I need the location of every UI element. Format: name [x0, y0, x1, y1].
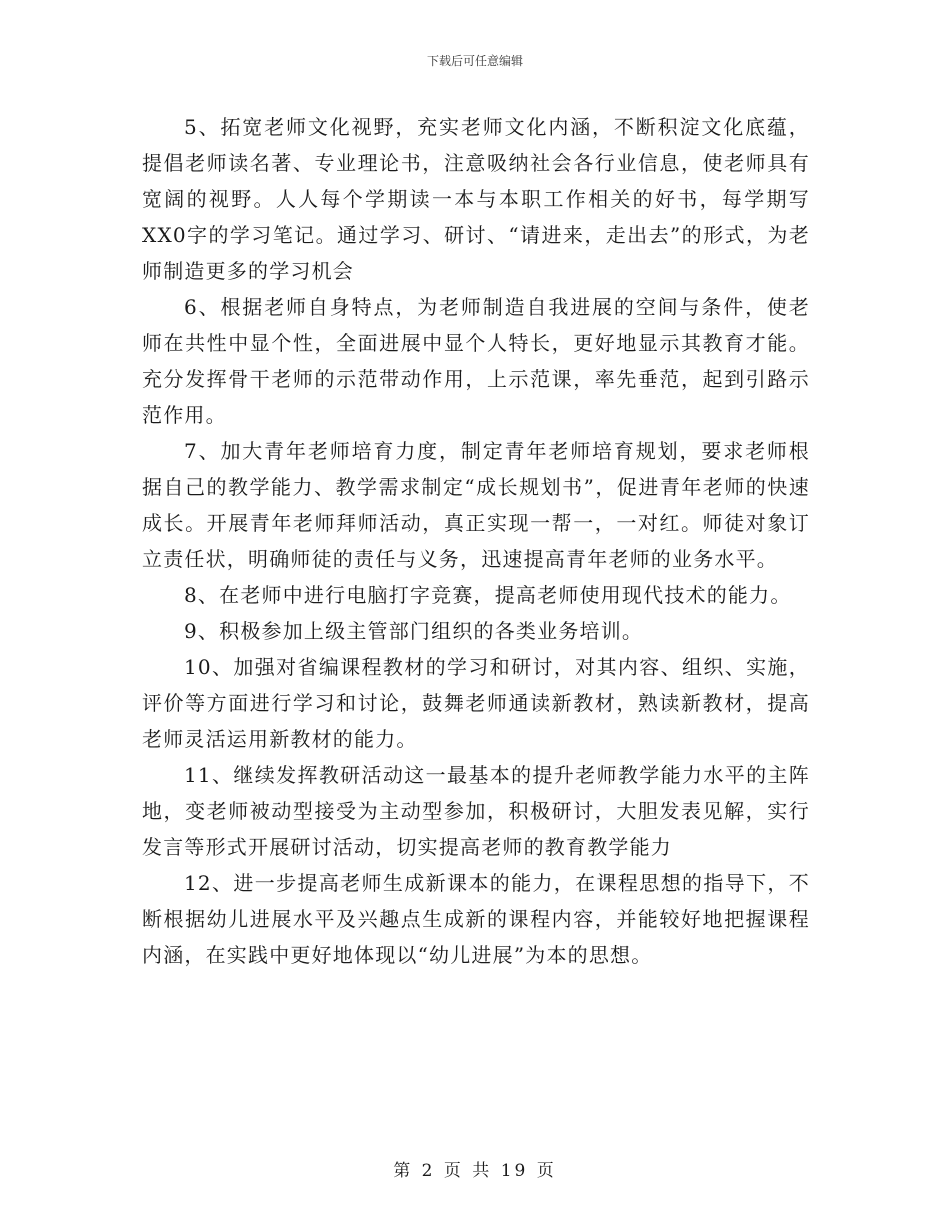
- paragraph-8: 8、在老师中进行电脑打字竞赛，提高老师使用现代技术的能力。: [184, 583, 792, 607]
- paragraph-11: 11、继续发挥教研活动这一最基本的提升老师教学能力水平的主阵地，变老师被动型接受为主动型参加，积极研讨，大胆发表见解，实行发言等形式开展研讨活动，切实提高老师的教育教学能力: [142, 763, 810, 859]
- paragraph-7: 7、加大青年老师培育力度，制定青年老师培育规划，要求老师根据自己的教学能力、教学需求制定“成长规划书”，促进青年老师的快速成长。开展青年老师拜师活动，真正实现一帮一，一对红。师徒对象订立责任状，明确师徒的责任与义务，迅速提高青年老师的业务水平。: [142, 439, 810, 571]
- page-number-footer: 第 2 页 共 19 页: [393, 1161, 557, 1181]
- paragraph-10: 10、加强对省编课程教材的学习和研讨，对其内容、组织、实施，评价等方面进行学习和讨论，鼓舞老师通读新教材，熟读新教材，提高老师灵活运用新教材的能力。: [142, 655, 810, 751]
- paragraph-12: 12、进一步提高老师生成新课本的能力，在课程思想的指导下，不断根据幼儿进展水平及兴趣点生成新的课程内容，并能较好地把握课程内涵，在实践中更好地体现以“幼儿进展”为本的思想。: [142, 871, 810, 967]
- page-header: 下载后可任意编辑: [426, 54, 523, 68]
- document-body: [142, 109, 810, 973]
- paragraph-5: 5、拓宽老师文化视野，充实老师文化内涵，不断积淀文化底蕴，提倡老师读名著、专业理论书，注意吸纳社会各行业信息，使老师具有宽阔的视野。人人每个学期读一本与本职工作相关的好书，每学期写XX0字的学习笔记。通过学习、研讨、“请进来，走出去”的形式，为老师制造更多的学习机会: [142, 115, 810, 283]
- paragraph-6: 6、根据老师自身特点，为老师制造自我进展的空间与条件，使老师在共性中显个性，全面进展中显个人特长，更好地显示其教育才能。充分发挥骨干老师的示范带动作用，上示范课，率先垂范，起到引路示范作用。: [142, 295, 810, 427]
- paragraph-9: 9、积极参加上级主管部门组织的各类业务培训。: [184, 619, 644, 643]
